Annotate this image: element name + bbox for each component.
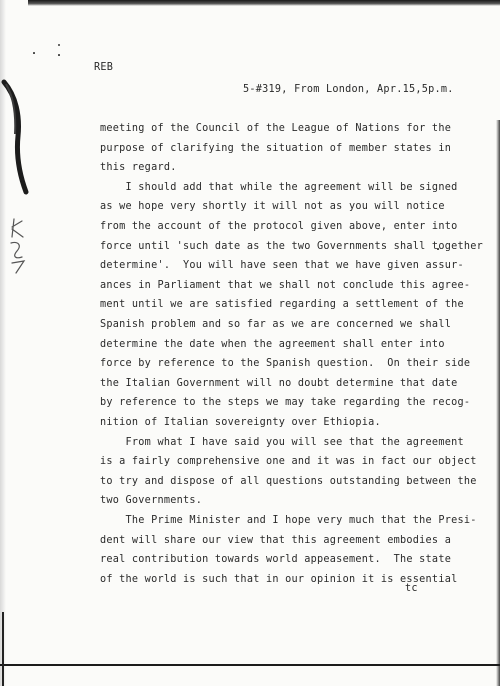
telegram-heading: 5-#319, From London, Apr.15,5p.m. xyxy=(243,84,454,95)
body-line: From what I have said you will see that the agreement xyxy=(100,436,464,448)
body-line: of the world is such that in our opinion it is essential xyxy=(100,573,458,585)
body-line: this regard. xyxy=(100,162,177,174)
body-line: determine the date when the agreement shall enter into xyxy=(100,338,445,350)
body-line: to try and dispose of all questions outstanding between the xyxy=(100,475,477,487)
body-line: Spanish problem and so far as we are concerned we shall xyxy=(100,319,452,330)
body-line: by reference to the steps we may take regarding the recog- xyxy=(100,397,471,409)
body-line: The Prime Minister and I hope very much that the Presi- xyxy=(100,515,477,526)
body-line: force until 'such date as the two Governments shall together xyxy=(100,240,484,252)
body-line: ances in Parliament that we shall not conclude this agree- xyxy=(100,279,471,291)
body-line: dent will share our view that this agreement embodies a xyxy=(100,534,452,546)
body-line: ment until we are satisfied regarding a settlement of the xyxy=(100,299,464,311)
body-line: two Governments. xyxy=(100,495,203,507)
body-line: purpose of clarifying the situation of member states in xyxy=(100,142,452,154)
initials: REB xyxy=(94,62,114,73)
body-line: meeting of the Council of the League of Nations for the xyxy=(100,123,452,134)
body-line: from the account of the protocol given above, enter into xyxy=(100,221,458,232)
body-line: the Italian Government will no doubt determine that date xyxy=(100,377,458,389)
catchword: tc xyxy=(405,583,418,594)
body-line: I should add that while the agreement will be signed xyxy=(100,181,458,193)
body-line: real contribution towards world appeasement. The state xyxy=(100,554,452,566)
body-line: nition of Italian sovereignty over Ethiopia. xyxy=(100,417,381,428)
body-line: force by reference to the Spanish question. On their side xyxy=(100,358,471,370)
body-line: as we hope very shortly it will not as you will notice xyxy=(100,201,445,213)
body-line: is a fairly comprehensive one and it was in fact our object xyxy=(100,456,477,468)
body-line: determine'. You will have seen that we have given assur- xyxy=(100,260,464,272)
